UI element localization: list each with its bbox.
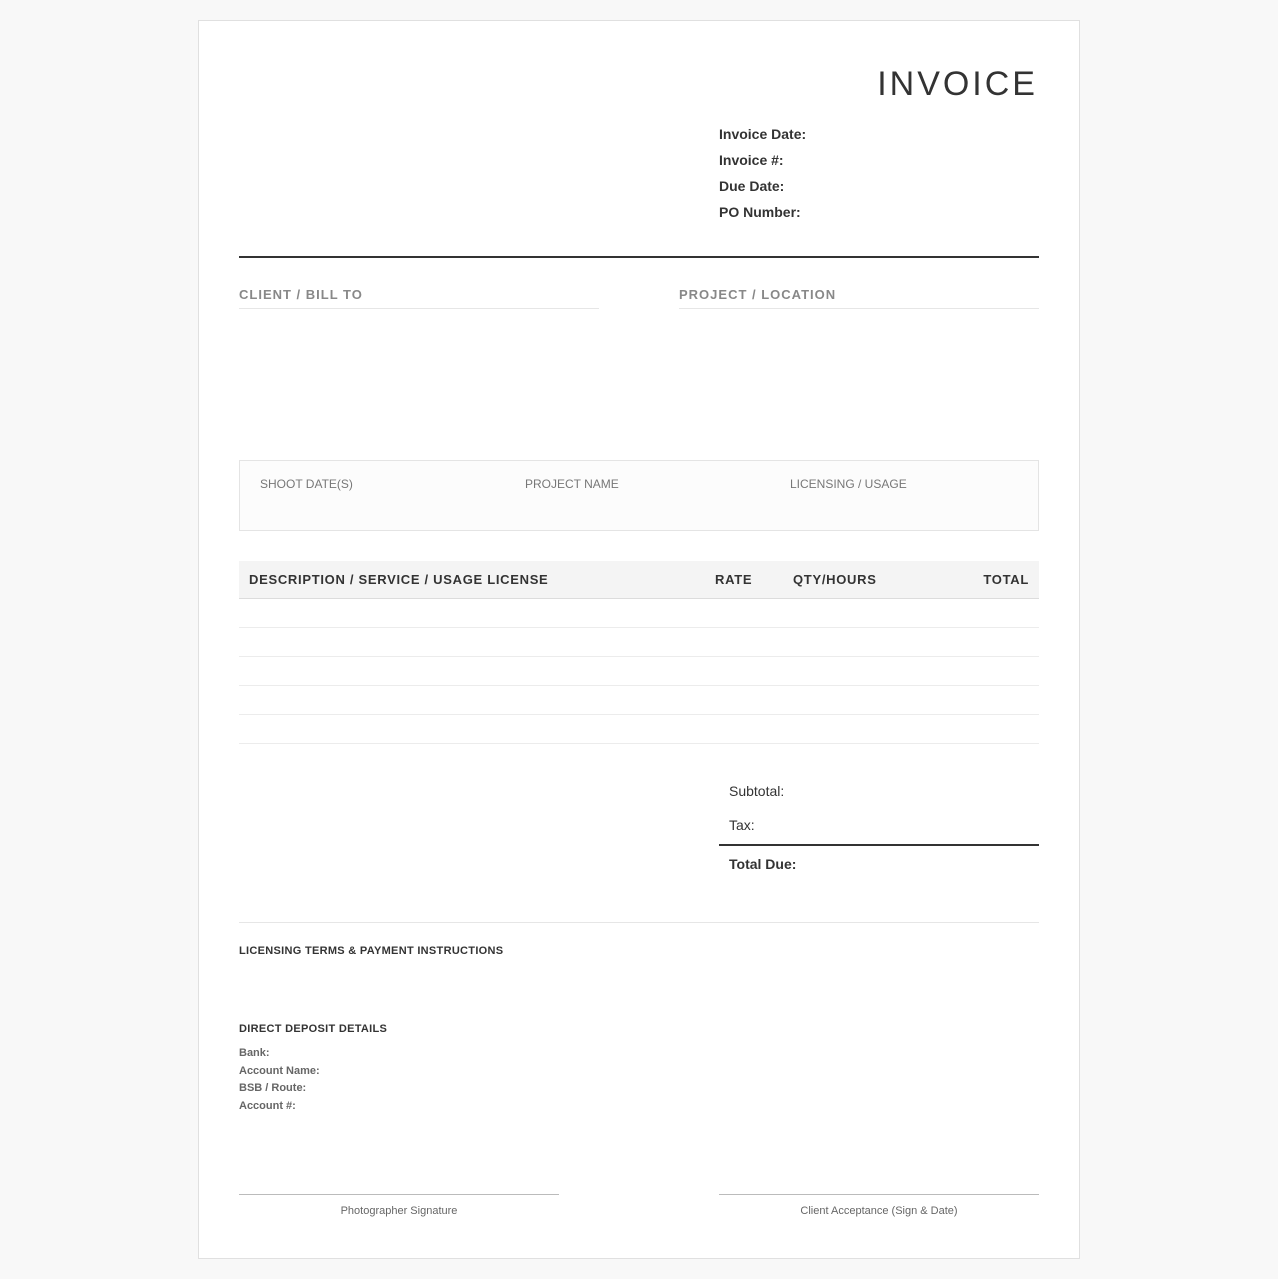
total-due-label: Total Due:	[729, 856, 797, 872]
table-row	[239, 599, 1039, 628]
direct-deposit-heading: DIRECT DEPOSIT DETAILS	[239, 1023, 388, 1035]
invoice-number-label: Invoice #:	[719, 152, 784, 168]
invoice-page	[198, 20, 1080, 1259]
shoot-dates-label: SHOOT DATE(S)	[260, 477, 353, 491]
account-number-label: Account #:	[239, 1099, 296, 1112]
licensing-terms-heading: LICENSING TERMS & PAYMENT INSTRUCTIONS	[239, 945, 504, 957]
totals-divider	[719, 844, 1039, 846]
header-divider	[239, 256, 1039, 258]
project-name-label: PROJECT NAME	[525, 477, 619, 491]
total-column-header: TOTAL	[983, 572, 1029, 587]
project-location-heading: PROJECT / LOCATION	[679, 287, 1039, 309]
licensing-usage-label: LICENSING / USAGE	[790, 477, 907, 491]
photographer-signature-label: Photographer Signature	[340, 1205, 458, 1217]
deposit-details	[239, 1045, 320, 1115]
table-row	[239, 628, 1039, 657]
rate-column-header: RATE	[715, 572, 753, 587]
invoice-meta	[719, 125, 1039, 229]
totals-block	[719, 776, 1039, 872]
client-signature-label: Client Acceptance (Sign & Date)	[800, 1205, 958, 1217]
qty-column-header: QTY/HOURS	[793, 572, 877, 587]
bank-label: Bank:	[239, 1047, 270, 1059]
subtotal-label: Subtotal:	[729, 783, 785, 799]
description-column-header: DESCRIPTION / SERVICE / USAGE LICENSE	[249, 572, 549, 587]
client-bill-to-heading: CLIENT / BILL TO	[239, 287, 599, 309]
account-name-label: Account Name:	[239, 1064, 320, 1077]
photographer-signature-line	[239, 1194, 559, 1195]
bsb-route-label: BSB / Route:	[239, 1082, 307, 1095]
po-number-label: PO Number:	[719, 204, 801, 220]
tax-label: Tax:	[729, 817, 755, 833]
table-row	[239, 715, 1039, 744]
line-items-header	[239, 561, 1039, 599]
terms-divider	[239, 922, 1039, 923]
invoice-date-label: Invoice Date:	[719, 126, 807, 142]
client-signature-line	[719, 1194, 1039, 1195]
project-info-box	[239, 460, 1039, 531]
invoice-title: INVOICE	[877, 65, 1038, 103]
table-row	[239, 657, 1039, 686]
table-row	[239, 686, 1039, 715]
due-date-label: Due Date:	[719, 178, 785, 194]
